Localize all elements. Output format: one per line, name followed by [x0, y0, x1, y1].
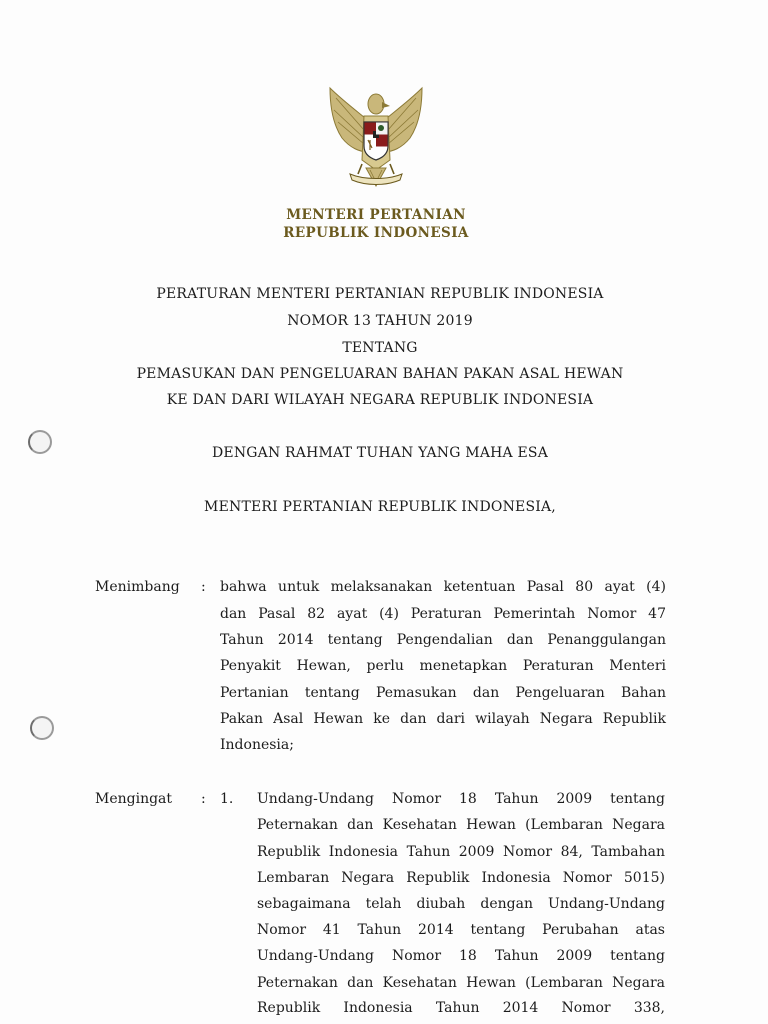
- regulation-title: PERATURAN MENTERI PERTANIAN REPUBLIK INDONESIA: [156, 286, 604, 302]
- mengingat-label: Mengingat: [95, 791, 173, 807]
- menimbang-colon: :: [201, 579, 206, 595]
- text-line: Tahun 2014 tentang Pengendalian dan Penanggulangan: [220, 632, 666, 648]
- punch-hole-icon: [30, 716, 54, 740]
- text-line: bahwa untuk melaksanakan ketentuan Pasal 80 ayat (4): [220, 579, 666, 595]
- regulation-subject-line2: KE DAN DARI WILAYAH NEGARA REPUBLIK INDONESIA: [166, 392, 594, 408]
- text-line: sebagaimana telah diubah dengan Undang-Undang: [257, 896, 665, 912]
- text-line: Peternakan dan Kesehatan Hewan (Lembaran Negara: [257, 975, 665, 991]
- text-line: Peternakan dan Kesehatan Hewan (Lembaran Negara: [257, 817, 665, 833]
- text-line: Republik Indonesia Tahun 2014 Nomor 338,: [257, 1000, 665, 1016]
- text-line: Nomor 41 Tahun 2014 tentang Perubahan atas: [257, 922, 665, 938]
- regulation-about: TENTANG: [342, 340, 418, 356]
- preamble-menteri: MENTERI PERTANIAN REPUBLIK INDONESIA,: [204, 499, 556, 515]
- text-line: Pertanian tentang Pemasukan dan Pengeluaran Bahan: [220, 685, 666, 701]
- text-line: Lembaran Negara Republik Indonesia Nomor 5015): [257, 870, 665, 886]
- text-line: dan Pasal 82 ayat (4) Peraturan Pemerintah Nomor 47: [220, 606, 666, 622]
- preamble-rahmat: DENGAN RAHMAT TUHAN YANG MAHA ESA: [211, 445, 549, 461]
- text-line: Pakan Asal Hewan ke dan dari wilayah Negara Republik: [220, 711, 666, 727]
- menimbang-label: Menimbang: [95, 579, 180, 595]
- text-line: Republik Indonesia Tahun 2009 Nomor 84, Tambahan: [257, 844, 665, 860]
- text-line: Undang-Undang Nomor 18 Tahun 2009 tentang: [257, 791, 665, 807]
- regulation-subject-line1: PEMASUKAN DAN PENGELUARAN BAHAN PAKAN ASAL HEWAN: [136, 366, 624, 382]
- text-line: Undang-Undang Nomor 18 Tahun 2009 tentang: [257, 948, 665, 964]
- text-line: Indonesia;: [220, 737, 294, 753]
- regulation-number: NOMOR 13 TAHUN 2019: [287, 313, 473, 329]
- ministry-name: MENTERI PERTANIAN: [286, 207, 466, 223]
- list-item-number: 1.: [220, 791, 234, 807]
- mengingat-colon: :: [201, 791, 206, 807]
- text-line: Penyakit Hewan, perlu menetapkan Peraturan Menteri: [220, 658, 666, 674]
- garuda-pancasila-emblem-icon: [320, 82, 432, 194]
- ministry-country: REPUBLIK INDONESIA: [283, 225, 469, 241]
